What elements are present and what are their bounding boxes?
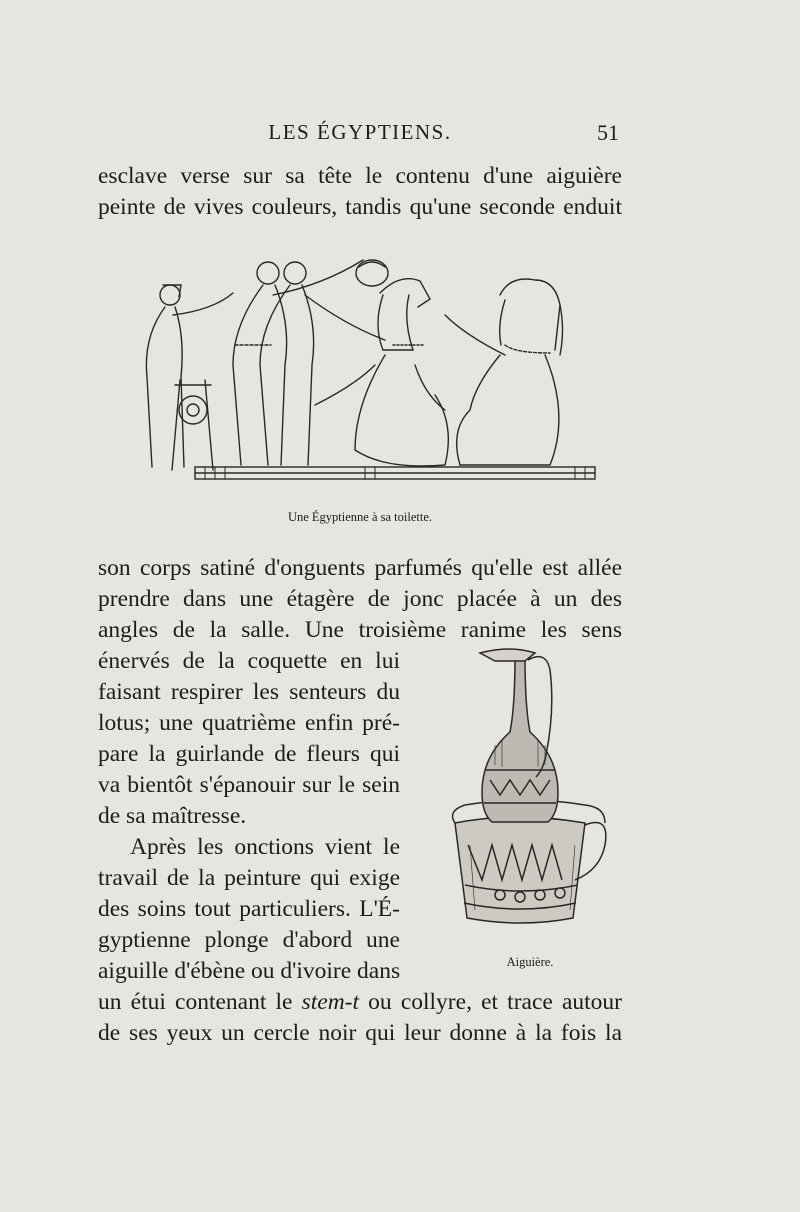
text-line: travail de la peinture qui exige xyxy=(98,865,400,891)
text-line: angles de la salle. Une troisième ranime les sens xyxy=(98,617,622,643)
text-line: lotus; une quatrième enfin pré- xyxy=(98,710,400,736)
aiguiere-figure-caption: Aiguière. xyxy=(506,955,554,969)
text-line: gyptienne plonge d'abord une xyxy=(98,927,400,953)
aiguiere-illustration xyxy=(420,645,620,930)
text-line: son corps satiné d'onguents parfumés qu'elle est allée xyxy=(98,555,622,581)
text-line: Après les onctions vient le xyxy=(130,834,400,860)
toilette-figure-caption: Une Égyptienne à sa toilette. xyxy=(287,510,433,524)
page-number: 51 xyxy=(597,120,619,145)
text-span: un étui contenant le xyxy=(98,989,302,1015)
toilette-illustration xyxy=(125,245,600,490)
text-line: esclave verse sur sa tête le contenu d'une aiguière xyxy=(98,163,622,189)
text-emphasis: stem-t xyxy=(301,989,360,1015)
text-line: de sa maîtresse. xyxy=(98,803,247,829)
text-line: énervés de la coquette en lui xyxy=(98,648,400,674)
text-line xyxy=(98,987,622,1017)
text-line: pare la guirlande de fleurs qui xyxy=(98,741,400,767)
text-line: peinte de vives couleurs, tandis qu'une seconde enduit xyxy=(98,194,622,220)
text-line: faisant respirer les senteurs du xyxy=(98,679,400,705)
text-line: va bientôt s'épanouir sur le sein xyxy=(98,772,400,798)
text-line: prendre dans une étagère de jonc placée à un des xyxy=(98,586,622,612)
text-line: des soins tout particuliers. L'É- xyxy=(98,896,400,922)
running-header: LES ÉGYPTIENS. xyxy=(268,120,452,144)
text-line: de ses yeux un cercle noir qui leur donne à la fois la xyxy=(98,1020,622,1046)
text-span: ou collyre, et trace autour xyxy=(359,989,622,1015)
text-line: aiguille d'ébène ou d'ivoire dans xyxy=(98,958,401,984)
